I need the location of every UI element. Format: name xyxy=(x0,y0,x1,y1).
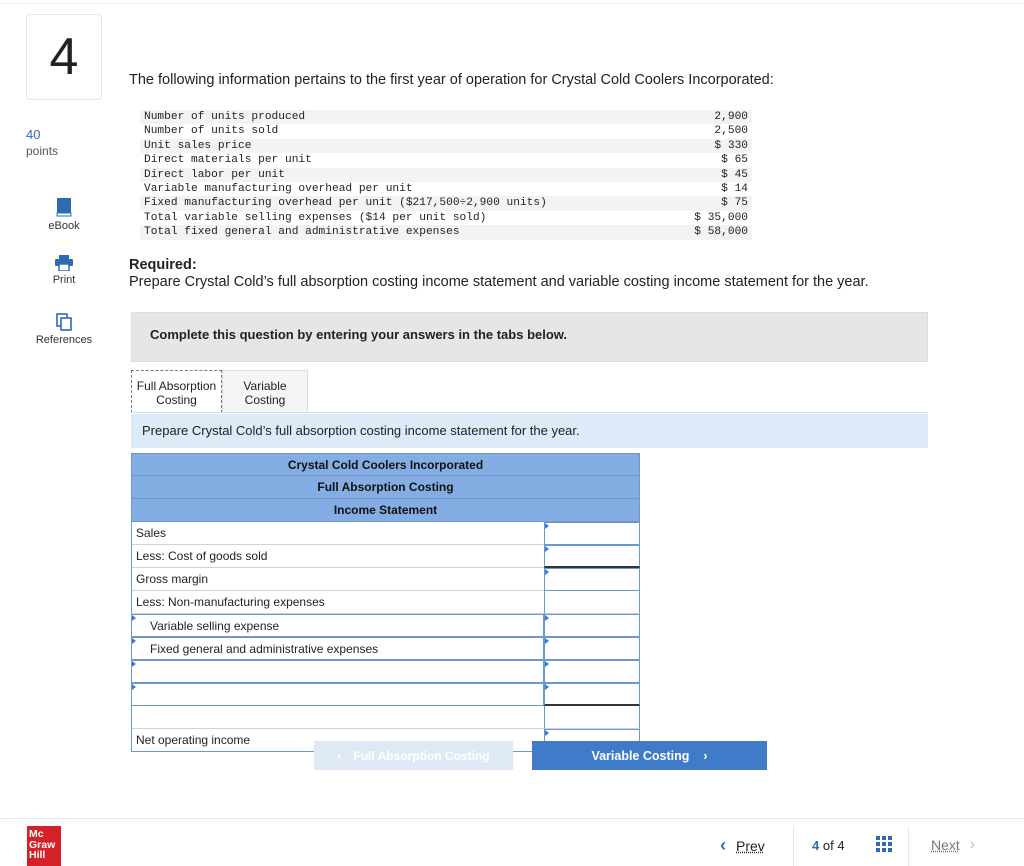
given-value: $ 65 xyxy=(721,154,748,167)
footer-divider xyxy=(793,826,794,866)
statement-row-blank-1 xyxy=(131,660,640,683)
given-value: $ 35,000 xyxy=(694,211,748,224)
ebook-label: eBook xyxy=(48,220,80,232)
points-value: 40 xyxy=(26,127,41,142)
points-label: points xyxy=(26,144,59,158)
given-value: 2,500 xyxy=(714,125,748,138)
given-label: Direct labor per unit xyxy=(144,168,285,181)
footer-divider xyxy=(908,826,909,866)
chevron-right-icon: › xyxy=(969,836,976,853)
spacer-cell xyxy=(544,706,640,729)
chevron-left-icon: ‹ xyxy=(337,748,342,763)
chevron-left-icon: ‹ xyxy=(720,835,726,855)
print-label: Print xyxy=(52,274,76,286)
given-label: Number of units produced xyxy=(144,111,306,123)
tab-label-line1: Full Absorption xyxy=(136,379,217,393)
tab-bar xyxy=(131,370,308,413)
logo-line: Hill xyxy=(29,849,46,861)
given-label: Unit sales price xyxy=(144,139,252,152)
footer-rule xyxy=(0,818,1024,819)
mcgraw-hill-logo xyxy=(27,826,61,866)
statement-row-cogs xyxy=(131,545,640,568)
blank-amount-input[interactable] xyxy=(544,683,640,706)
question-number: 4 xyxy=(26,14,102,100)
prev-label: Prev xyxy=(736,837,765,854)
input-marker-icon xyxy=(545,569,549,575)
tab-variable-costing[interactable] xyxy=(222,370,308,413)
input-marker-icon xyxy=(132,615,136,621)
next-question-button[interactable] xyxy=(931,836,975,854)
var-selling-amount-input[interactable] xyxy=(544,614,640,637)
input-marker-icon xyxy=(132,638,136,644)
given-value: $ 75 xyxy=(721,197,748,210)
blank-label-input[interactable] xyxy=(131,660,544,683)
statement-row-nonmfg xyxy=(131,591,640,614)
given-row xyxy=(140,168,752,182)
references-icon xyxy=(56,313,72,331)
given-value: $ 58,000 xyxy=(694,226,748,239)
cogs-amount-input[interactable] xyxy=(544,545,640,568)
given-row xyxy=(140,196,752,210)
input-marker-icon xyxy=(545,615,549,621)
row-label: Net operating income xyxy=(131,729,544,752)
statement-row-blank-2 xyxy=(131,683,640,706)
top-rule xyxy=(0,0,1024,4)
next-tab-button[interactable] xyxy=(532,741,767,770)
page-total: 4 xyxy=(837,838,845,853)
given-value: 2,900 xyxy=(714,111,748,123)
input-marker-icon xyxy=(545,661,549,667)
input-marker-icon xyxy=(545,638,549,644)
statement-row-fixed-ga xyxy=(131,637,640,660)
tab-underline xyxy=(131,412,928,413)
prev-tab-label: Full Absorption Costing xyxy=(353,748,490,763)
var-selling-label-input[interactable] xyxy=(131,614,544,637)
row-label: Fixed general and administrative expenses xyxy=(150,642,379,656)
nonmfg-amount-cell xyxy=(544,591,640,614)
statement-company: Crystal Cold Coolers Incorporated xyxy=(131,453,640,476)
references-button[interactable] xyxy=(26,313,102,346)
row-label: Sales xyxy=(131,522,544,545)
problem-intro: The following information pertains to the first year of operation for Crystal Cold Coolers Incorporated: xyxy=(129,72,774,88)
given-label: Total fixed general and administrative expenses xyxy=(144,226,460,239)
statement-row-var-selling xyxy=(131,614,640,637)
given-value: $ 14 xyxy=(721,182,748,195)
printer-icon xyxy=(55,255,73,271)
tab-full-absorption[interactable] xyxy=(131,370,222,413)
fixed-ga-amount-input[interactable] xyxy=(544,637,640,660)
chevron-right-icon: › xyxy=(703,748,708,763)
print-button[interactable] xyxy=(26,255,102,286)
input-marker-icon xyxy=(545,523,549,529)
fixed-ga-label-input[interactable] xyxy=(131,637,544,660)
given-row xyxy=(140,182,752,196)
ebook-button[interactable] xyxy=(26,197,102,232)
given-data-table xyxy=(140,110,752,240)
statement-method: Full Absorption Costing xyxy=(131,476,640,499)
input-marker-icon xyxy=(132,661,136,667)
given-row xyxy=(140,153,752,167)
statement-title: Income Statement xyxy=(131,499,640,522)
input-marker-icon xyxy=(545,684,549,690)
input-marker-icon xyxy=(132,684,136,690)
tab-label-line1: Variable xyxy=(243,379,287,393)
given-label: Number of units sold xyxy=(144,125,279,138)
sales-amount-input[interactable] xyxy=(544,522,640,545)
book-icon xyxy=(56,197,72,217)
statement-row-sales xyxy=(131,522,640,545)
prev-tab-button[interactable] xyxy=(314,741,513,770)
tab-label-line2: Costing xyxy=(244,393,286,407)
given-value: $ 45 xyxy=(721,168,748,181)
row-label: Variable selling expense xyxy=(150,619,280,633)
given-label: Variable manufacturing overhead per unit xyxy=(144,182,413,195)
page-current: 4 xyxy=(812,838,820,853)
given-row xyxy=(140,211,752,225)
given-label: Direct materials per unit xyxy=(144,154,312,167)
prev-question-button[interactable] xyxy=(720,835,765,856)
statement-row-gross-margin xyxy=(131,568,640,591)
required-text: Prepare Crystal Cold’s full absorption costing income statement and variable costing income statement for the year. xyxy=(129,274,869,290)
given-row xyxy=(140,139,752,153)
grid-icon[interactable] xyxy=(876,836,892,852)
instructions-banner: Complete this question by entering your answers in the tabs below. xyxy=(131,312,928,362)
gross-margin-amount-input[interactable] xyxy=(544,568,640,591)
given-row xyxy=(140,225,752,239)
page-indicator xyxy=(812,838,845,853)
row-label: Gross margin xyxy=(131,568,544,591)
statement-row-spacer xyxy=(131,706,640,729)
logo-line: Graw xyxy=(29,838,56,851)
given-row xyxy=(140,124,752,138)
references-label: References xyxy=(35,334,93,346)
page-of: of xyxy=(822,838,834,853)
logo-line: Mc xyxy=(29,828,44,840)
tab-instruction: Prepare Crystal Cold’s full absorption costing income statement for the year. xyxy=(131,414,928,448)
next-label: Next xyxy=(931,837,960,853)
input-marker-icon xyxy=(545,546,549,552)
tab-label-line2: Costing xyxy=(156,393,197,407)
given-row xyxy=(140,110,752,124)
next-tab-label: Variable Costing xyxy=(591,748,690,763)
row-label: Less: Cost of goods sold xyxy=(131,545,544,568)
given-value: $ 330 xyxy=(714,139,748,152)
row-label: Less: Non-manufacturing expenses xyxy=(131,591,544,614)
required-heading: Required: xyxy=(129,257,197,273)
given-label: Fixed manufacturing overhead per unit ($217,500÷2,900 units) xyxy=(144,197,547,210)
blank-label-input[interactable] xyxy=(131,683,544,706)
income-statement xyxy=(131,453,640,752)
given-label: Total variable selling expenses ($14 per unit sold) xyxy=(144,211,487,224)
spacer-cell xyxy=(131,706,544,729)
blank-amount-input[interactable] xyxy=(544,660,640,683)
input-marker-icon xyxy=(545,730,549,736)
